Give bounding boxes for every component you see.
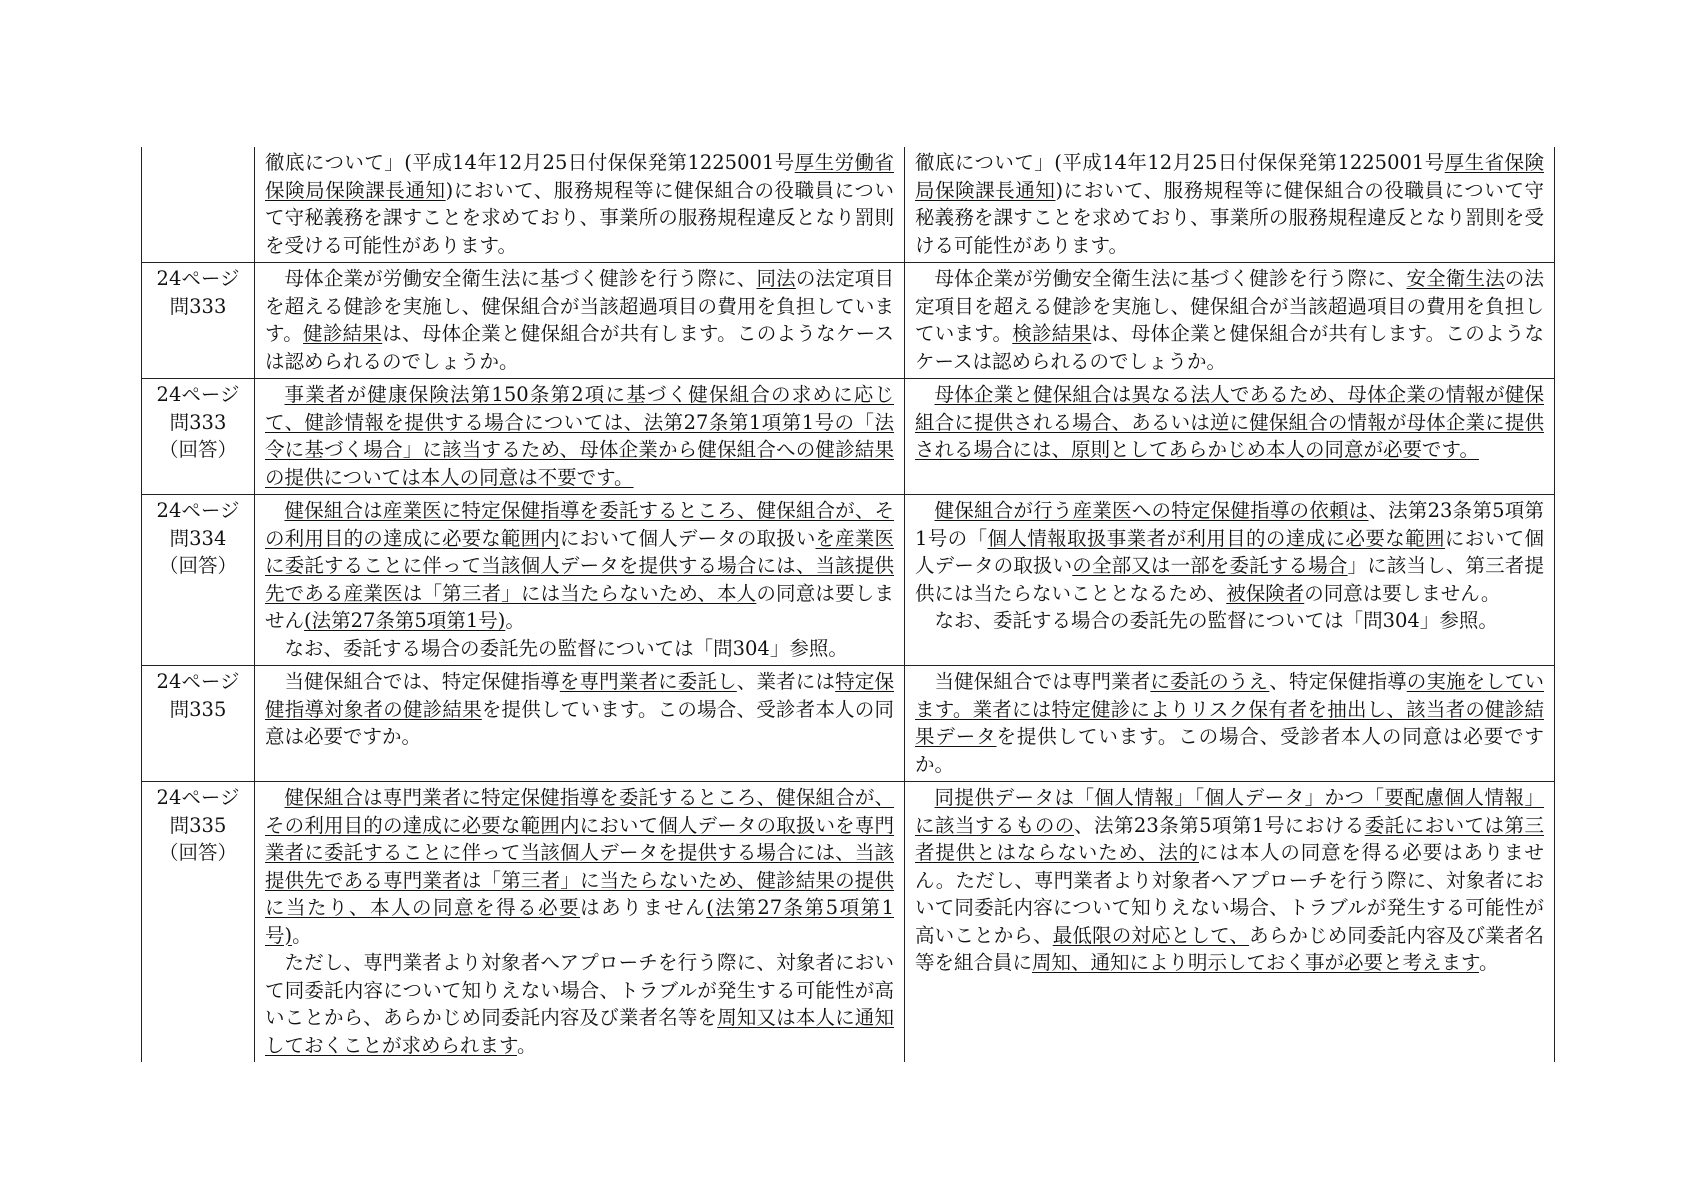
underlined-text: を専門業者に委託し [559,670,737,693]
text-segment: )において、服務規程等に健保組合の役職員について守秘義務を課すことを求めており、事業所の服務規程違反となり罰則を受ける可能性があります。 [265,178,894,257]
text-segment: 。 [516,1033,537,1057]
row-label-line: 24ページ [156,383,240,406]
original-text-cell [905,263,1555,379]
underlined-text: 健保組合が行う産業医への特定保健指導の依頼は [934,499,1369,522]
revised-text-cell [255,666,905,782]
row-label-line: 24ページ [156,267,240,290]
text-segment: 徹底について」(平成14年12月25日付保保発第1225001号 [265,151,795,174]
table-row [142,782,1555,1063]
paragraph [915,265,1544,375]
text-segment: の同意は要しません [265,581,894,632]
row-label-cell [142,495,255,666]
row-label-line: 24ページ [156,786,240,809]
row-label-cell [142,782,255,1063]
row-label-cell [142,147,255,263]
text-segment: において個人データの取扱い [559,526,816,550]
original-text-cell [905,147,1555,263]
text-segment: 徹底について」(平成14年12月25日付保保発第1225001号 [915,151,1445,174]
paragraph [915,497,1544,607]
text-segment: )において、服務規程等に健保組合の役職員について守秘義務を課すことを求めており、事業所の服務規程違反となり罰則を受ける可能性があります。 [915,178,1544,257]
underlined-text: 事業者が健康保険法第150条第2項に基づく健保組合の求めに応じて、健診情報を提供する場合については、法第27条第1項第1号の「法令に基づく場合」に該当するため、母体企業から健保組合への健診結果の提供については本人の同意は不要です。 [265,383,894,489]
table-row [142,147,1555,263]
text-segment: はありません [580,896,707,919]
text-segment: 当健保組合では専門業者 [934,670,1151,693]
text-segment: ただし、専門業者より対象者へアプローチを行う際に、対象者において同委託内容について知りえない場合、トラブルが発生する可能性が高いことから、あらかじめ同委託内容及び業者名等を [265,951,894,1029]
text-segment: なお、委託する場合の委託先の監督については「問304」参照。 [284,636,848,660]
row-label-line: 24ページ [156,499,240,522]
row-label-cell [142,263,255,379]
underlined-text: 最低限の対応として、 [1052,923,1250,947]
original-text-cell [905,666,1555,782]
text-segment: は、母体企業と健保組合が共有します。このようなケースは認められるのでしょうか。 [915,322,1544,373]
underlined-text: の全部又は一部を委託する場合 [1072,554,1348,577]
text-segment: を提供しています。この場合、受診者本人の同意は必要ですか。 [915,725,1544,776]
table-row [142,495,1555,666]
underlined-text: 必要な範囲内 [441,526,560,550]
revised-text-cell [255,379,905,495]
text-segment: 母体企業が労働安全衛生法に基づく健診を行う際に、 [934,267,1407,290]
paragraph [915,381,1544,464]
text-segment: 、法第23条第5項第1号における [1074,813,1365,837]
underlined-text: 安全衛生法 [1406,267,1505,290]
text-segment: 母体企業が労働安全衛生法に基づく健診を行う際に、 [284,267,757,290]
paragraph [915,607,1544,635]
table-row [142,263,1555,379]
revised-text-cell [255,495,905,666]
text-segment: 。 [1478,951,1499,974]
row-label-line: （回答） [158,438,237,461]
revised-text-cell [255,263,905,379]
row-label-line: 24ページ [156,670,240,693]
underlined-text: 同提供データは「個人情報」「個人データ」かつ「要配慮個人情報」に該当するものの [915,786,1544,837]
underlined-text: 健診結果 [303,322,383,345]
original-text-cell [905,495,1555,666]
text-segment: あらかじめ同委託内容及び業者名等を組合員に [915,923,1544,974]
underlined-text: の実施をしています。業者には特定健診によりリスク保有者を抽出し、該当者の健診結果データ [915,670,1544,748]
row-label-line: 問335 [169,813,227,837]
text-segment: の法定項目を超える健診を実施し、健保組合が当該超過項目の費用を負担しています。 [915,267,1544,345]
row-label-line: 問333 [169,294,227,318]
row-label-cell [142,379,255,495]
underlined-text: 周知又は本人に通知しておくことが求められます [265,1006,894,1057]
row-label-line: 問335 [169,697,227,721]
original-text-cell [905,379,1555,495]
underlined-text: 委託においては第三者提供とはならないため、法的 [915,813,1544,864]
text-segment: の同意は要しません。 [1304,581,1501,605]
paragraph [915,784,1544,977]
underlined-text: 周知、通知により明示しておく事が必要と考えます [1032,951,1479,974]
underlined-text: 被保険者 [1226,581,1305,605]
paragraph [265,668,894,751]
underlined-text: 厚生労働省保険局保険課長通知 [265,151,894,202]
underlined-text: (法第27条第5項第1号) [304,609,506,632]
table-row [142,379,1555,495]
underlined-text: 母体企業と健保組合は異なる法人であるため、母体企業の情報が健保組合に提供される場合、あるいは逆に健保組合の情報が母体企業に提供される場合には、原則としてあらかじめ本人の同意が必要です。 [915,383,1544,461]
text-segment: 、特定保健指導 [1269,670,1407,693]
paragraph [265,784,894,949]
underlined-text: 厚生省保険局保険課長通知 [915,151,1544,202]
text-segment: 、法第23条第5項第1号の「 [915,499,1544,550]
underlined-text: 必要な範囲 [1345,526,1445,550]
underlined-text: 健保組合は専門業者に特定保健指導を委託するところ、健保組合が、その利用目的の達成に必要な範囲内において個人データの取扱いを専門業者に委託することに伴って当該個人データを提供する場合には、当該提供先である専門業者は「第三者」に当たらないため、健診結果の提供に当たり、本人の同意を得る必要 [265,786,894,919]
underlined-text: を産業医に委託することに伴って当該個人データを提供する場合には、当該提供先である産業医は「第三者」には当たらないため、本人 [265,526,894,605]
comparison-table [141,147,1555,1062]
paragraph [265,635,894,663]
revised-text-cell [255,782,905,1063]
paragraph [265,497,894,635]
text-segment: 当健保組合では、特定保健指導 [284,670,560,693]
paragraph [915,149,1544,259]
text-segment: 。 [292,923,312,947]
text-segment: において個人データの取扱い [915,526,1544,577]
underlined-text: 健保組合は産業医に特定保健指導を委託するところ、健保組合が、その利用目的の達成に [265,499,894,550]
paragraph [265,265,894,375]
underlined-text: 特定保健指導対象者の健診結果 [265,670,894,721]
row-label-line: （回答） [158,554,237,577]
row-label-line: 問334 [169,526,227,550]
paragraph [265,949,894,1059]
text-segment: 。 [505,609,525,632]
text-segment: は、母体企業と健保組合が共有します。このようなケースは認められるのでしょうか。 [265,322,894,373]
table-row [142,666,1555,782]
row-label-cell [142,666,255,782]
table-body [142,147,1555,1062]
text-segment: 」に該当し、第三者提供には当たらないこととなるため、 [915,554,1544,605]
underlined-text: に委託のうえ [1150,670,1270,693]
text-segment: を提供しています。この場合、受診者本人の同意は必要ですか。 [265,697,894,748]
underlined-text: 個人情報取扱事業者が利用目的の達成に [987,526,1346,550]
paragraph [265,381,894,491]
revised-text-cell [255,147,905,263]
text-segment: の法定項目を超える健診を実施し、健保組合が当該超過項目の費用を負担しています。 [265,267,894,345]
original-text-cell [905,782,1555,1063]
text-segment: なお、委託する場合の委託先の監督については「問304」参照。 [934,609,1498,632]
underlined-text: 同法 [756,267,796,290]
text-segment: には本人の同意を得る必要はありません。ただし、専門業者より対象者へアプローチを行う際に、対象者において同委託内容について知りえない場合、トラブルが発生する可能性が高いことから、 [915,841,1544,947]
row-label-line: （回答） [158,841,237,864]
paragraph [265,149,894,259]
underlined-text: 検診結果 [1012,322,1092,345]
row-label-line: 問333 [169,410,227,434]
text-segment: 、業者には [736,670,836,693]
paragraph [915,668,1544,778]
underlined-text: (法第27条第5項第1号) [265,896,894,947]
